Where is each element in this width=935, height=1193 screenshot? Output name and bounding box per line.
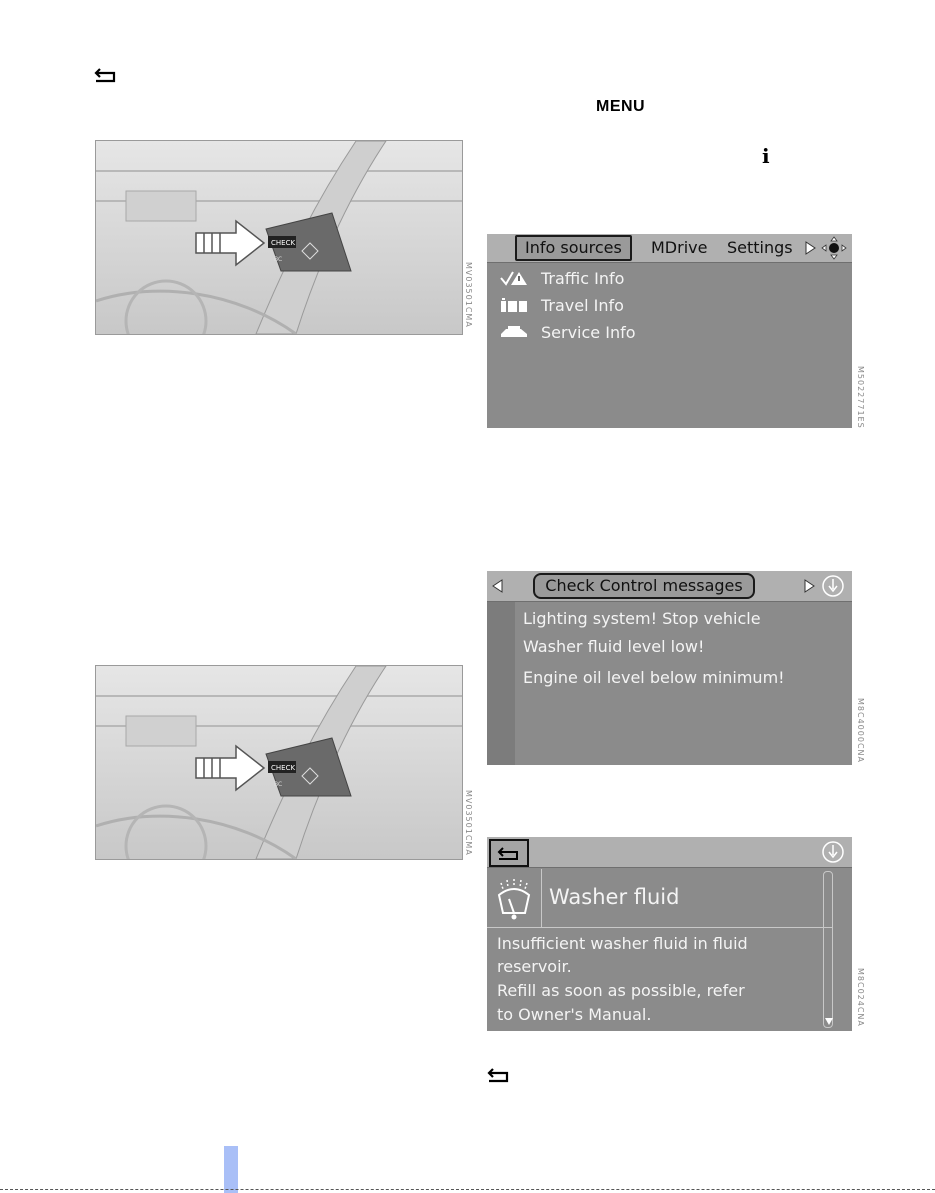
washer-fluid-text-line-2: reservoir.: [497, 957, 572, 976]
arrow-left-icon[interactable]: [492, 579, 504, 593]
screen1-tabbar: [487, 234, 852, 263]
message-washer-fluid[interactable]: Washer fluid level low!: [523, 637, 705, 656]
lever-photo-2: [95, 665, 463, 860]
lever-bc-label-2: BC: [274, 781, 283, 788]
photo-1-code: MV03501CMA: [464, 262, 473, 328]
washer-fluid-screen: [487, 837, 852, 1031]
check-control-screen: [487, 571, 852, 765]
washer-fluid-text-line-3: Refill as soon as possible, refer: [497, 981, 745, 1000]
tab-settings[interactable]: Settings: [727, 238, 793, 257]
menu-item-service-info[interactable]: Service Info: [541, 323, 636, 342]
washer-fluid-text-line-1: Insufficient washer fluid in fluid: [497, 934, 748, 953]
washer-fluid-text-line-4: to Owner's Manual.: [497, 1005, 652, 1024]
message-engine-oil[interactable]: Engine oil level below minimum!: [523, 668, 785, 687]
scroll-down-arrow-icon[interactable]: [824, 1016, 834, 1026]
arrow-right-icon[interactable]: [804, 241, 816, 255]
lever-check-label-2: CHECK: [271, 764, 296, 772]
menu-item-traffic-info[interactable]: Traffic Info: [541, 269, 625, 288]
screen2-titlebar: [487, 571, 852, 602]
traffic-warning-icon: [499, 270, 529, 286]
screen2-code: M8C4000CNA: [856, 698, 865, 763]
tab-mdrive[interactable]: MDrive: [651, 238, 708, 257]
back-arrow-icon: [94, 66, 120, 84]
info-key-label: i: [762, 144, 770, 168]
tab-info-sources[interactable]: Info sources: [515, 235, 632, 261]
screen3-titlebar: [487, 837, 852, 868]
screen1-code: M5022771ES: [856, 366, 865, 429]
arrow-right-icon-2[interactable]: [803, 579, 815, 593]
scrollbar[interactable]: [823, 871, 833, 1028]
back-button[interactable]: [489, 839, 529, 867]
washer-fluid-header: [487, 869, 832, 928]
scroll-down-controller-icon: [821, 574, 845, 598]
washer-fluid-title: Washer fluid: [549, 885, 680, 909]
service-car-icon: [499, 324, 529, 340]
lever-photo-1: [95, 140, 463, 335]
lever-check-label: CHECK: [271, 239, 296, 247]
scroll-down-controller-icon-2: [821, 840, 845, 864]
lever-bc-label: BC: [274, 256, 283, 263]
menu-key-label: MENU: [596, 98, 646, 115]
page-tab-marker: [224, 1146, 238, 1193]
info-sources-screen: [487, 234, 852, 428]
screen3-code: M8C024CNA: [856, 968, 865, 1027]
travel-info-icon: [499, 297, 529, 313]
page-bottom-rule: [0, 1189, 935, 1190]
back-arrow-icon-screen: [491, 841, 527, 865]
menu-item-travel-info[interactable]: Travel Info: [541, 296, 624, 315]
controller-icon: [820, 236, 848, 260]
washer-icon-cell: [487, 869, 542, 927]
screen2-left-column: [487, 602, 515, 765]
message-lighting-system[interactable]: Lighting system! Stop vehicle: [523, 609, 761, 628]
back-arrow-icon-bottom: [487, 1066, 513, 1084]
photo-2-code: MV03501CMA: [464, 790, 473, 856]
check-control-title: Check Control messages: [533, 573, 755, 599]
windshield-washer-icon: [487, 869, 541, 927]
